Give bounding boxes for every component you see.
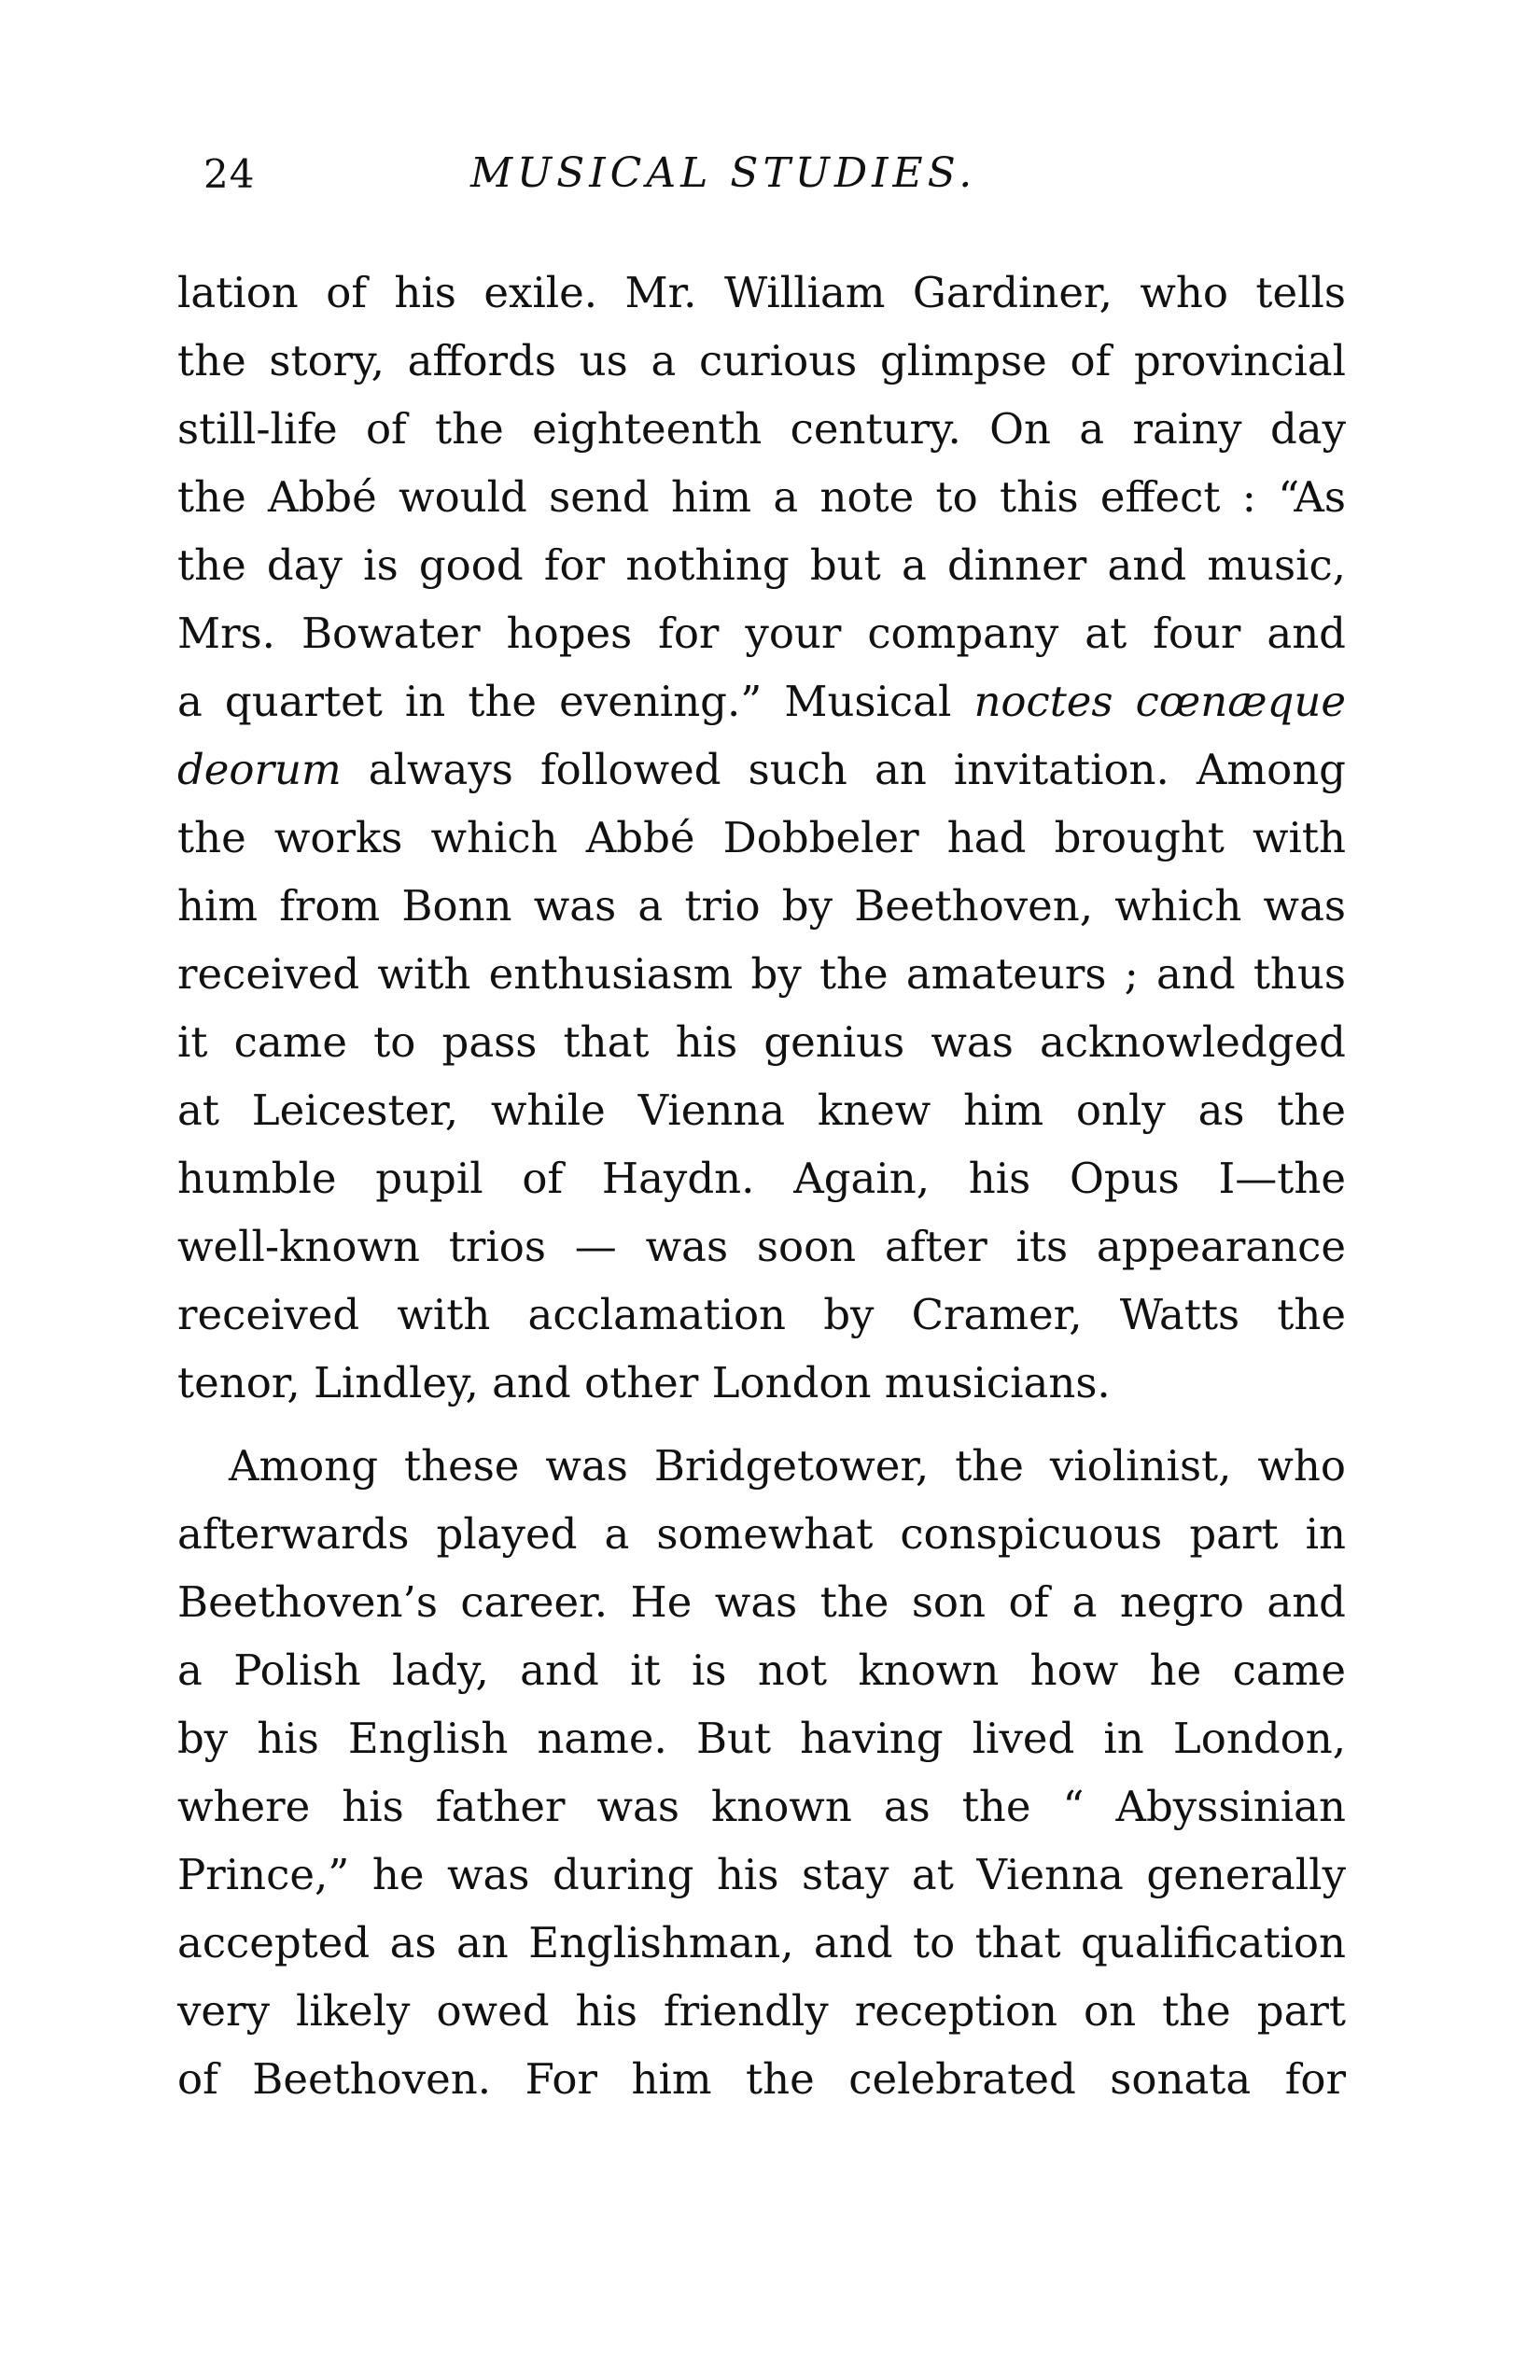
text-line: accepted as an Englishman, and to that qualification	[177, 1918, 1346, 1967]
text-line: humble pupil of Haydn. Again, his Opus I—the	[177, 1154, 1346, 1203]
page-number: 24	[203, 151, 256, 197]
text-line: the story, affords us a curious glimpse of provincial	[177, 336, 1346, 385]
text-line: lation of his exile. Mr. William Gardiner, who tells	[177, 268, 1346, 317]
text-line: received with enthusiasm by the amateurs ; and thus	[177, 949, 1346, 999]
italic-latin-phrase: deorum	[177, 745, 342, 794]
text-line: it came to pass that his genius was acknowledged	[177, 1017, 1346, 1067]
text-line: Beethoven’s career. He was the son of a negro and	[177, 1577, 1346, 1627]
running-title: MUSICAL STUDIES.	[470, 149, 977, 197]
text-line: a Polish lady, and it is not known how he came	[177, 1645, 1346, 1695]
text-line: received with acclamation by Cramer, Watts the	[177, 1290, 1346, 1339]
text-line: afterwards played a somewhat conspicuous part in	[177, 1509, 1346, 1559]
text-line: the Abbé would send him a note to this effect : “As	[177, 472, 1346, 522]
text-line: where his father was known as the “ Abyssinian	[177, 1782, 1346, 1831]
text-line: him from Bonn was a trio by Beethoven, which was	[177, 881, 1346, 931]
text-line: well-known trios — was soon after its appearance	[177, 1222, 1346, 1271]
text-line-with-italic	[177, 675, 1346, 729]
text-line: Prince,” he was during his stay at Vienna generally	[177, 1850, 1346, 1899]
text-line: the works which Abbé Dobbeler had brought with	[177, 813, 1346, 862]
italic-latin-phrase: noctes cœnæque	[973, 677, 1346, 726]
text-line: very likely owed his friendly reception on the part	[177, 1986, 1346, 2036]
text-line: the day is good for nothing but a dinner and music,	[177, 540, 1346, 590]
text-line: Among these was Bridgetower, the violinist, who	[229, 1441, 1346, 1491]
text-line: Mrs. Bowater hopes for your company at four and	[177, 609, 1346, 658]
text-line: still-life of the eighteenth century. On a rainy day	[177, 404, 1346, 454]
text-line: tenor, Lindley, and other London musicians.	[177, 1358, 1111, 1407]
text-line: of Beethoven. For him the celebrated sonata for	[177, 2054, 1346, 2104]
text-segment: a quartet in the evening.” Musical	[177, 677, 952, 726]
text-segment: always followed such an invitation. Among	[368, 745, 1346, 794]
text-line-with-italic	[177, 743, 1346, 797]
text-line: at Leicester, while Vienna knew him only as the	[177, 1085, 1346, 1135]
text-line: by his English name. But having lived in London,	[177, 1714, 1346, 1763]
